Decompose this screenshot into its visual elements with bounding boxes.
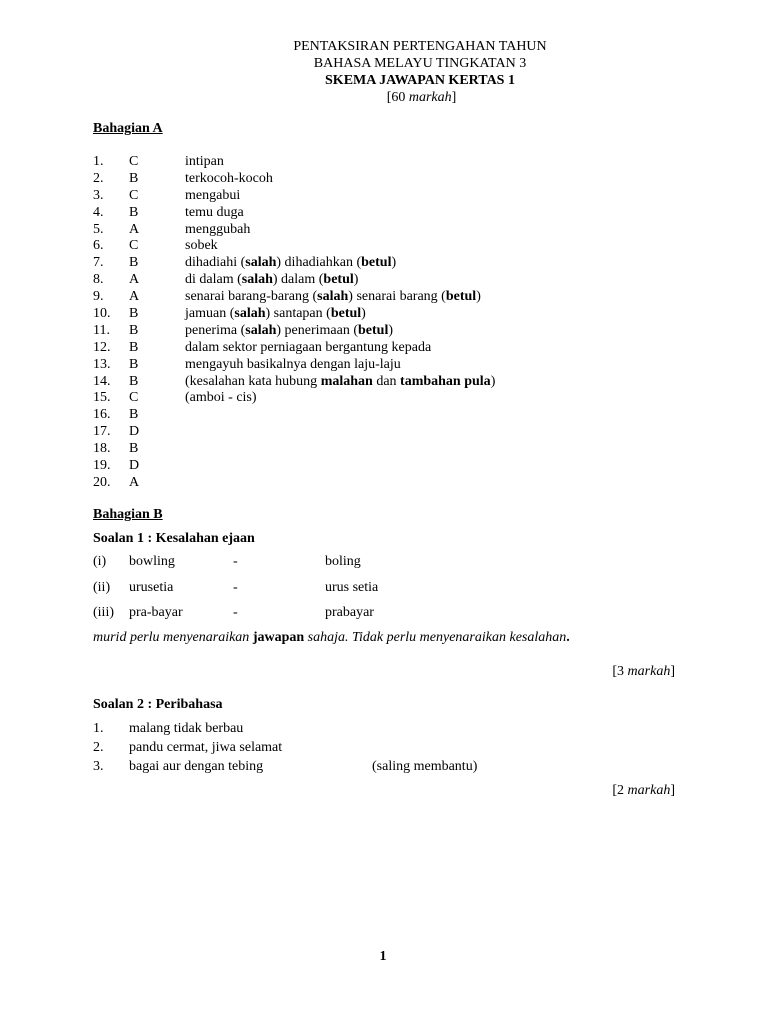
answer-explanation: mengayuh basikalnya dengan laju-laju: [185, 356, 401, 372]
answer-letter: B: [129, 373, 139, 389]
proverb-row: [93, 758, 693, 775]
answer-letter: A: [129, 289, 140, 305]
document-header: [0, 38, 768, 106]
answer-letter: A: [129, 474, 140, 490]
wrong-spelling: urusetia: [129, 580, 174, 595]
header-scheme: SKEMA JAWAPAN KERTAS 1: [325, 73, 515, 88]
row-dash: -: [233, 580, 238, 595]
question-number: 12.: [93, 339, 111, 355]
question-number: 2.: [93, 170, 104, 186]
question-number: 13.: [93, 356, 111, 372]
answer-row: [93, 440, 693, 457]
question-number: 20.: [93, 474, 111, 490]
answer-row: [93, 406, 693, 423]
answer-row: [93, 187, 693, 204]
answer-row: [93, 389, 693, 406]
answer-letter: B: [129, 339, 139, 355]
answer-explanation: temu duga: [185, 204, 244, 220]
question-number: 6.: [93, 238, 104, 254]
answer-row: [93, 423, 693, 440]
answer-row: [93, 305, 693, 322]
answer-row: [93, 271, 693, 288]
header-subject: BAHASA MELAYU TINGKATAN 3: [313, 56, 527, 71]
answer-row: [93, 339, 693, 356]
answer-explanation: terkocoh-kocoh: [185, 170, 273, 186]
answer-row: [93, 322, 693, 339]
correct-spelling: prabayar: [325, 605, 374, 620]
answer-letter: B: [129, 356, 139, 372]
section-a-title: Bahagian A: [93, 121, 163, 136]
answer-row: [93, 288, 693, 305]
question-number: 4.: [93, 204, 104, 220]
answer-row: [93, 170, 693, 187]
proverb-meaning: (saling membantu): [372, 759, 478, 774]
answer-letter: B: [129, 441, 139, 457]
proverb-text: malang tidak berbau: [129, 721, 244, 736]
question-number: 7.: [93, 255, 104, 271]
answer-row: [93, 204, 693, 221]
question-number: 18.: [93, 441, 111, 457]
wrong-spelling: bowling: [129, 554, 175, 569]
question-number: 8.: [93, 272, 104, 288]
header-title: PENTAKSIRAN PERTENGAHAN TAHUN: [293, 39, 547, 54]
answer-row: [93, 237, 693, 254]
answer-letter: C: [129, 154, 139, 169]
answer-row: [93, 474, 693, 491]
question-2-marks: [2 markah]: [612, 783, 675, 798]
answer-explanation: senarai barang-barang (salah) senarai barang (betul): [185, 289, 481, 305]
question-2-title: Soalan 2 : Peribahasa: [93, 697, 223, 712]
spelling-row: [93, 553, 693, 570]
row-number: 1.: [93, 721, 104, 736]
question-1-note: murid perlu menyenaraikan jawapan sahaja. Tidak perlu menyenaraikan kesalahan.: [93, 630, 570, 645]
answer-row: [93, 373, 693, 390]
spelling-row: [93, 604, 693, 621]
question-number: 9.: [93, 289, 104, 305]
question-number: 19.: [93, 458, 111, 474]
answer-explanation: penerima (salah) penerimaan (betul): [185, 322, 394, 338]
wrong-spelling: pra-bayar: [129, 605, 183, 620]
answer-explanation: (amboi - cis): [185, 390, 257, 406]
answer-explanation: di dalam (salah) dalam (betul): [185, 272, 359, 288]
correct-spelling: urus setia: [325, 580, 379, 595]
answer-explanation: (kesalahan kata hubung malahan dan tambahan pula): [185, 373, 496, 389]
answer-letter: B: [129, 407, 139, 423]
question-number: 16.: [93, 407, 111, 423]
answer-explanation: sobek: [185, 238, 218, 254]
answer-letter: C: [129, 238, 139, 254]
question-1-marks: [3 markah]: [612, 664, 675, 679]
question-number: 1.: [93, 154, 104, 169]
answer-letter: C: [129, 187, 139, 203]
answer-explanation: dalam sektor perniagaan bergantung kepada: [185, 339, 432, 355]
answer-letter: B: [129, 255, 139, 271]
answer-row: [93, 153, 693, 170]
answer-row: [93, 221, 693, 238]
answer-letter: D: [129, 458, 140, 474]
row-dash: -: [233, 554, 238, 569]
row-dash: -: [233, 605, 238, 620]
row-label: (ii): [93, 580, 111, 595]
answer-row: [93, 356, 693, 373]
row-number: 2.: [93, 740, 104, 755]
answer-letter: A: [129, 221, 140, 237]
question-number: 10.: [93, 306, 111, 322]
question-number: 11.: [93, 322, 110, 338]
answer-explanation: jamuan (salah) santapan (betul): [185, 306, 366, 322]
question-1-title: Soalan 1 : Kesalahan ejaan: [93, 531, 255, 546]
header-total-marks: [60 markah]: [386, 90, 457, 105]
question-number: 14.: [93, 373, 111, 389]
row-label: (iii): [93, 605, 114, 620]
answer-row: [93, 457, 693, 474]
question-number: 15.: [93, 390, 111, 406]
proverb-row: [93, 720, 693, 737]
answer-letter: C: [129, 390, 139, 406]
row-label: (i): [93, 554, 107, 569]
question-number: 5.: [93, 221, 104, 237]
proverb-text: pandu cermat, jiwa selamat: [129, 740, 283, 755]
answer-letter: B: [129, 306, 139, 322]
answer-row: [93, 254, 693, 271]
question-number: 3.: [93, 187, 104, 203]
answer-explanation: mengabui: [185, 187, 241, 203]
section-b-title: Bahagian B: [93, 507, 163, 522]
answer-explanation: dihadiahi (salah) dihadiahkan (betul): [185, 255, 397, 271]
row-number: 3.: [93, 759, 104, 774]
spelling-row: [93, 579, 693, 596]
section-a-answer-list: [93, 153, 693, 491]
answer-explanation: intipan: [185, 154, 224, 169]
answer-letter: B: [129, 322, 139, 338]
answer-letter: A: [129, 272, 140, 288]
answer-letter: B: [129, 204, 139, 220]
proverb-text: bagai aur dengan tebing: [129, 759, 264, 774]
question-number: 17.: [93, 424, 111, 440]
answer-letter: D: [129, 424, 140, 440]
page-number: 1: [379, 949, 387, 964]
proverb-row: [93, 739, 693, 756]
correct-spelling: boling: [325, 554, 361, 569]
answer-letter: B: [129, 170, 139, 186]
answer-explanation: menggubah: [185, 221, 251, 237]
